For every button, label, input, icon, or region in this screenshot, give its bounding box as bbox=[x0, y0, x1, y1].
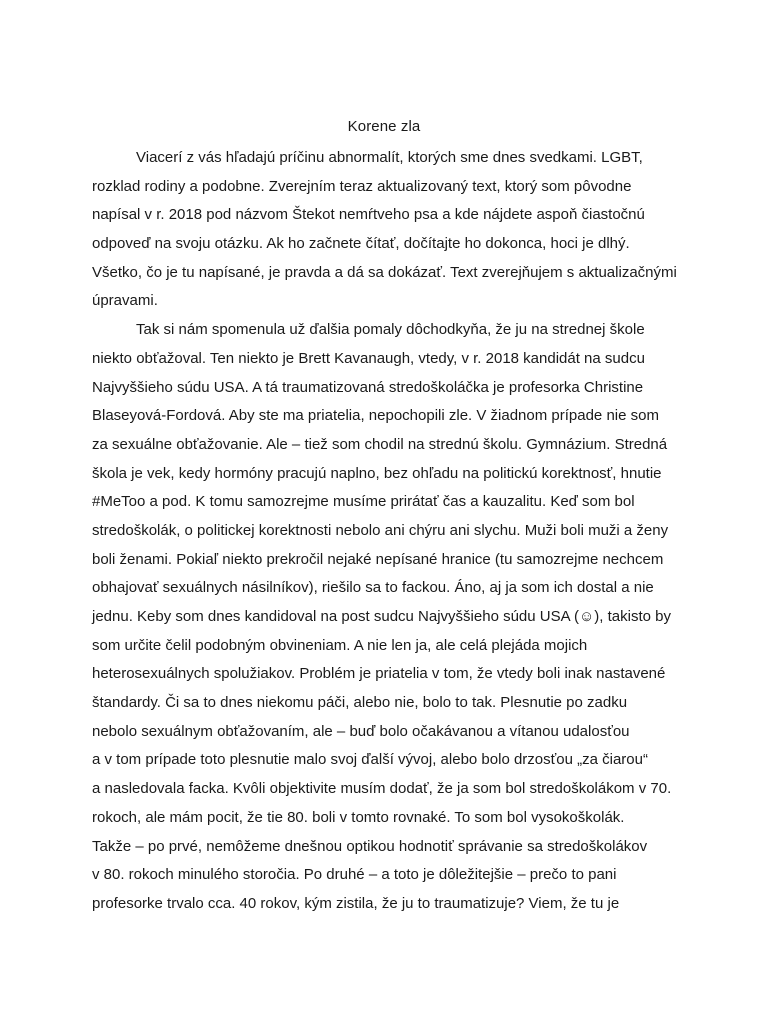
paragraph-line: Blaseyová-Fordová. Aby ste ma priatelia, nepochopili zle. V žiadnom prípade nie som bbox=[92, 407, 659, 425]
paragraph-line: Takže – po prvé, nemôžeme dnešnou optikou hodnotiť správanie sa stredoškolákov bbox=[92, 837, 648, 855]
paragraph-line: obhajovať sexuálnych násilníkov), riešilo sa to fackou. Áno, aj ja som ich dostal a nie bbox=[92, 579, 654, 597]
paragraph-line: jednu. Keby som dnes kandidoval na post sudcu Najvyššieho súdu USA (☺), takisto by bbox=[92, 608, 671, 625]
paragraph-line: Tak si nám spomenula už ďalšia pomaly dôchodkyňa, že ju na strednej škole bbox=[136, 321, 645, 339]
paragraph-line: za sexuálne obťažovanie. Ale – tiež som chodil na strednú školu. Gymnázium. Stredná bbox=[92, 435, 668, 453]
paragraph-line: som určite čelil podobným obvineniam. A nie len ja, ale celá plejáda mojich bbox=[92, 636, 588, 654]
paragraph-line: Všetko, čo je tu napísané, je pravda a dá sa dokázať. Text zverejňujem s aktualizačnými bbox=[92, 263, 677, 281]
paragraph-line: rokoch, ale mám pocit, že tie 80. boli v tomto rovnaké. To som bol vysokoškolák. bbox=[92, 808, 625, 826]
paragraph-line: Viacerí z vás hľadajú príčinu abnormalít, ktorých sme dnes svedkami. LGBT, bbox=[136, 149, 643, 166]
paragraph-line: Najvyššieho súdu USA. A tá traumatizovaná stredoškoláčka je profesorka Christine bbox=[92, 378, 644, 396]
paragraph-line: rozklad rodiny a podobne. Zverejním teraz aktualizovaný text, ktorý som pôvodne bbox=[92, 177, 632, 195]
paragraph-line: odpoveď na svoju otázku. Ak ho začnete čítať, dočítajte ho dokonca, hoci je dlhý. bbox=[92, 235, 630, 253]
paragraph-line: profesorke trvalo cca. 40 rokov, kým zistila, že ju to traumatizuje? Viem, že tu je bbox=[92, 894, 620, 912]
paragraph-line: niekto obťažoval. Ten niekto je Brett Kavanaugh, vtedy, v r. 2018 kandidát na sudcu bbox=[92, 349, 645, 367]
paragraph-line: v 80. rokoch minulého storočia. Po druhé – a toto je dôležitejšie – prečo to pani bbox=[92, 866, 617, 884]
paragraph-line: úpravami. bbox=[92, 292, 158, 310]
paragraph-line: heterosexuálnych spolužiakov. Problém je priatelia v tom, že vtedy boli inak nastavené bbox=[92, 665, 666, 683]
document-title: Korene zla bbox=[347, 118, 421, 135]
paragraph-line: nebolo sexuálnym obťažovaním, ale – buď bolo očakávanou a vítanou udalosťou bbox=[92, 722, 630, 740]
paragraph-line: štandardy. Či sa to dnes niekomu páči, alebo nie, bolo to tak. Plesnutie po zadku bbox=[92, 694, 628, 712]
paragraph-line: napísal v r. 2018 pod názvom Štekot nemŕtveho psa a kde nájdete aspoň čiastočnú bbox=[92, 206, 645, 224]
paragraph-line: boli ženami. Pokiaľ niekto prekročil nejaké nepísané hranice (tu samozrejme nechcem bbox=[92, 550, 664, 568]
paragraph-line: stredoškolák, o politickej korektnosti nebolo ani chýru ani slychu. Muži boli muži a ženy bbox=[92, 521, 669, 539]
document-body bbox=[92, 144, 692, 919]
paragraph-line: a nasledovala facka. Kvôli objektivite musím dodať, že ja som bol stredoškolákom v 70. bbox=[92, 780, 672, 798]
paragraph-line: škola je vek, kedy hormóny pracujú naplno, bez ohľadu na politickú korektnosť, hnutie bbox=[92, 464, 662, 482]
paragraph-line: a v tom prípade toto plesnutie malo svoj ďalší vývoj, alebo bolo drzosťou „za čiarou“ bbox=[92, 751, 648, 769]
paragraph-line: #MeToo a pod. K tomu samozrejme musíme prirátať čas a kauzalitu. Keď som bol bbox=[92, 493, 635, 511]
